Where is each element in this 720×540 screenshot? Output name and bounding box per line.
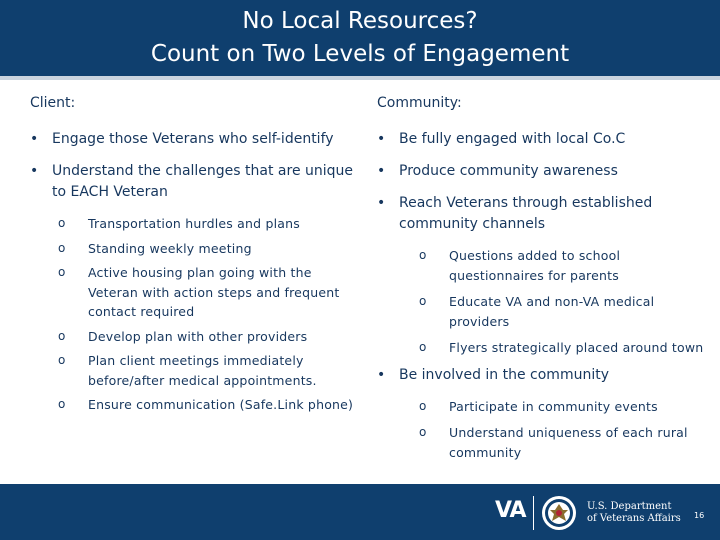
sub-marker: o [419, 398, 427, 413]
sub-marker: o [58, 328, 66, 343]
client-bullet: • Engage those Veterans who self-identify [30, 129, 360, 150]
client-bullet: • Understand the challenges that are unique to EACH Veteran [30, 161, 360, 203]
header-divider [0, 76, 720, 80]
community-sub-item: o Participate in community events [419, 397, 707, 417]
community-sub-item: o Educate VA and non-VA medical providers [419, 294, 655, 329]
page-number: 16 [694, 511, 705, 520]
va-logo: VA [495, 498, 526, 523]
title-line-1: No Local Resources? [242, 8, 478, 34]
client-sub-item: o Active housing plan going with the Veteran with action steps and frequent contact required [58, 265, 340, 319]
client-sub-item: o Ensure communication (Safe.Link phone) [58, 395, 360, 415]
va-seal-icon [541, 495, 577, 531]
slide-title [0, 0, 720, 76]
community-sub-item: o Understand uniqueness of each rural community [419, 425, 688, 460]
client-heading: Client: [30, 95, 76, 111]
sub-marker: o [58, 265, 66, 279]
client-sub-item: o Develop plan with other providers [58, 327, 360, 347]
client-sub-item: o Plan client meetings immediately before/after medical appointments. [58, 353, 317, 388]
sub-marker: o [419, 248, 427, 262]
community-bullet: • Be fully engaged with local Co.C [377, 129, 707, 150]
sub-marker: o [58, 397, 66, 411]
community-heading: Community: [377, 95, 462, 111]
community-bullet: • Be involved in the community [377, 365, 707, 386]
community-bullet: • Reach Veterans through established community channels [377, 193, 707, 235]
logo-divider [533, 496, 534, 530]
department-name: U.S. Department of Veterans Affairs [587, 501, 681, 524]
community-sub-item: o Flyers strategically placed around town [419, 338, 707, 358]
sub-marker: o [419, 425, 427, 439]
community-bullet: • Produce community awareness [377, 161, 707, 182]
client-column [30, 95, 360, 420]
community-column [377, 95, 707, 469]
sub-marker: o [58, 353, 66, 367]
client-sub-item: o Transportation hurdles and plans [58, 214, 360, 234]
sub-marker: o [419, 340, 427, 354]
sub-marker: o [419, 294, 427, 308]
client-sub-item: o Standing weekly meeting [58, 239, 360, 259]
sub-marker: o [58, 240, 66, 255]
sub-marker: o [58, 216, 66, 230]
title-line-2: Count on Two Levels of Engagement [150, 41, 570, 67]
community-sub-item: o Questions added to school questionnaires for parents [419, 248, 621, 283]
